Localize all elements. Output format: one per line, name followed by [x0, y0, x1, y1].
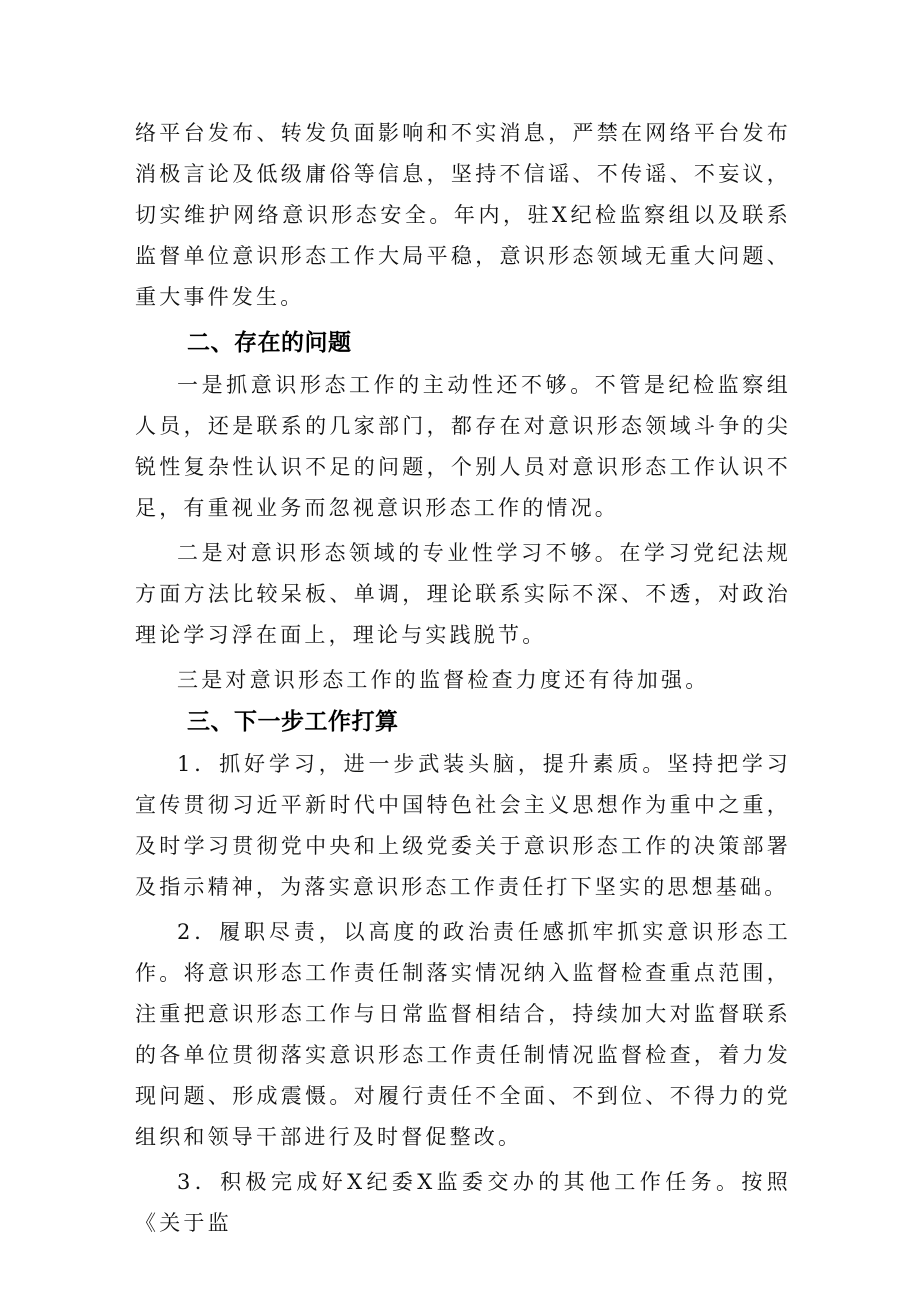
paragraph-problem-1: 一是抓意识形态工作的主动性还不够。不管是纪检监察组人员，还是联系的几家部门，都存在对意识形态领域斗争的尖锐性复杂性认识不足的问题，个别人员对意识形态工作认识不足，有重视业务而忽视意识形态工作的情况。: [135, 373, 791, 520]
paragraph-problem-2: 二是对意识形态领域的专业性学习不够。在学习党纪法规方面方法比较呆板、单调，理论联系实际不深、不透，对政治理论学习浮在面上，理论与实践脱节。: [135, 541, 791, 647]
paragraph-plan-1: 1．抓好学习，进一步武装头脑，提升素质。坚持把学习宣传贯彻习近平新时代中国特色社会主义思想作为重中之重，及时学习贯彻党中央和上级党委关于意识形态工作的决策部署及指示精神，为落实意识形态工作责任打下坚实的思想基础。: [135, 752, 791, 899]
document-body: [135, 113, 791, 1244]
section-heading-problems: 二、存在的问题: [187, 330, 352, 356]
paragraph-network-security: 络平台发布、转发负面影响和不实消息，严禁在网络平台发布消极言论及低级庸俗等信息，坚持不信谣、不传谣、不妄议，切实维护网络意识形态安全。年内，驻X纪检监察组以及联系监督单位意识形态工作大局平稳，意识形态领域无重大问题、重大事件发生。: [135, 121, 791, 309]
section-heading-next-steps: 三、下一步工作打算: [187, 709, 399, 735]
paragraph-plan-2: 2．履职尽责，以高度的政治责任感抓牢抓实意识形态工作。将意识形态工作责任制落实情况纳入监督检查重点范围，注重把意识形态工作与日常监督相结合，持续加大对监督联系的各单位贯彻落实意识形态工作责任制情况监督检查，着力发现问题、形成震慑。对履行责任不全面、不到位、不得力的党组织和领导干部进行及时督促整改。: [135, 920, 791, 1149]
paragraph-problem-3: 三是对意识形态工作的监督检查力度还有待加强。: [177, 668, 710, 692]
paragraph-plan-3: 3．积极完成好X纪委X监委交办的其他工作任务。按照《关于监: [135, 1170, 791, 1235]
